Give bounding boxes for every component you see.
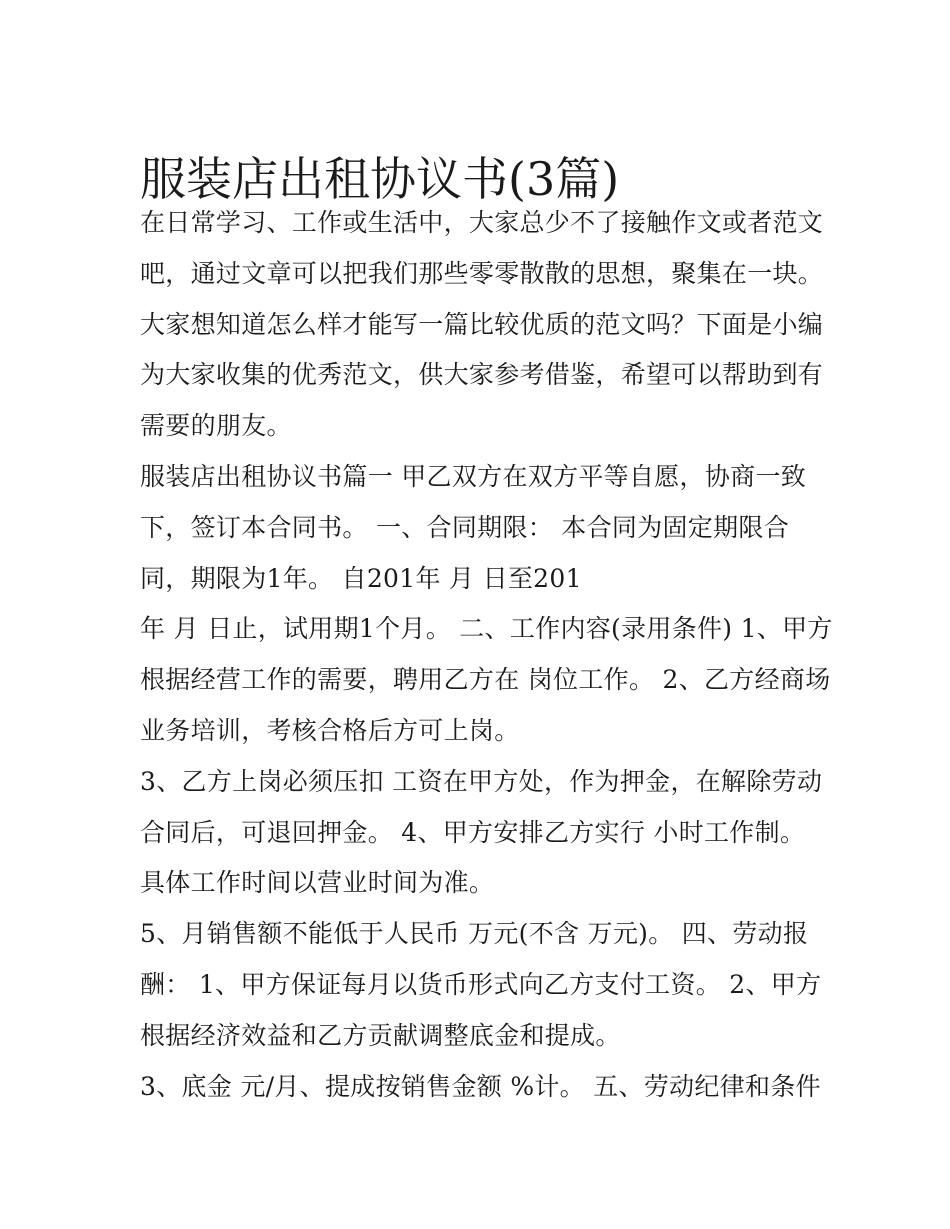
body-line: 合同后，可退回押金。 4、甲方安排乙方实行 小时工作制。 <box>140 817 806 847</box>
body-line: 服装店出租协议书篇一 甲乙双方在双方平等自愿，协商一致 <box>140 461 807 491</box>
body-line: 下，签订本合同书。 一、合同期限： 本合同为固定期限合 <box>140 512 789 542</box>
body-line: 酬： 1、甲方保证每月以货币形式向乙方支付工资。 2、甲方 <box>140 969 822 999</box>
body-line: 年 月 日止，试用期1个月。 二、工作内容(录用条件) 1、甲方 <box>140 614 833 644</box>
body-line: 3、底金 元/月、提成按销售金额 %计。 五、劳动纪律和条件 <box>140 1071 821 1101</box>
body-line: 根据经济效益和乙方贡献调整底金和提成。 <box>140 1020 621 1050</box>
document-title: 服装店出租协议书(3篇) <box>140 151 620 206</box>
body-line: 吧，通过文章可以把我们那些零零散散的思想，聚集在一块。 <box>140 258 824 288</box>
body-line: 需要的朋友。 <box>140 411 292 441</box>
body-line: 为大家收集的优秀范文，供大家参考借鉴，希望可以帮助到有 <box>140 360 824 390</box>
body-line: 具体工作时间以营业时间为准。 <box>140 868 495 898</box>
body-line: 同，期限为1年。 自201年 月 日至201 <box>140 563 582 593</box>
body-line: 5、月销售额不能低于人民币 万元(不含 万元)。 四、劳动报 <box>140 919 809 949</box>
body-line: 在日常学习、工作或生活中，大家总少不了接触作文或者范文 <box>140 208 824 237</box>
body-line: 3、乙方上岗必须压扣 工资在甲方处，作为押金，在解除劳动 <box>140 766 823 796</box>
body-line: 根据经营工作的需要，聘用乙方在 岗位工作。 2、乙方经商场 <box>140 665 831 695</box>
document-body <box>140 203 833 1117</box>
body-line: 业务培训，考核合格后方可上岗。 <box>140 715 520 745</box>
body-line: 大家想知道怎么样才能写一篇比较优质的范文吗？下面是小编 <box>140 309 824 339</box>
